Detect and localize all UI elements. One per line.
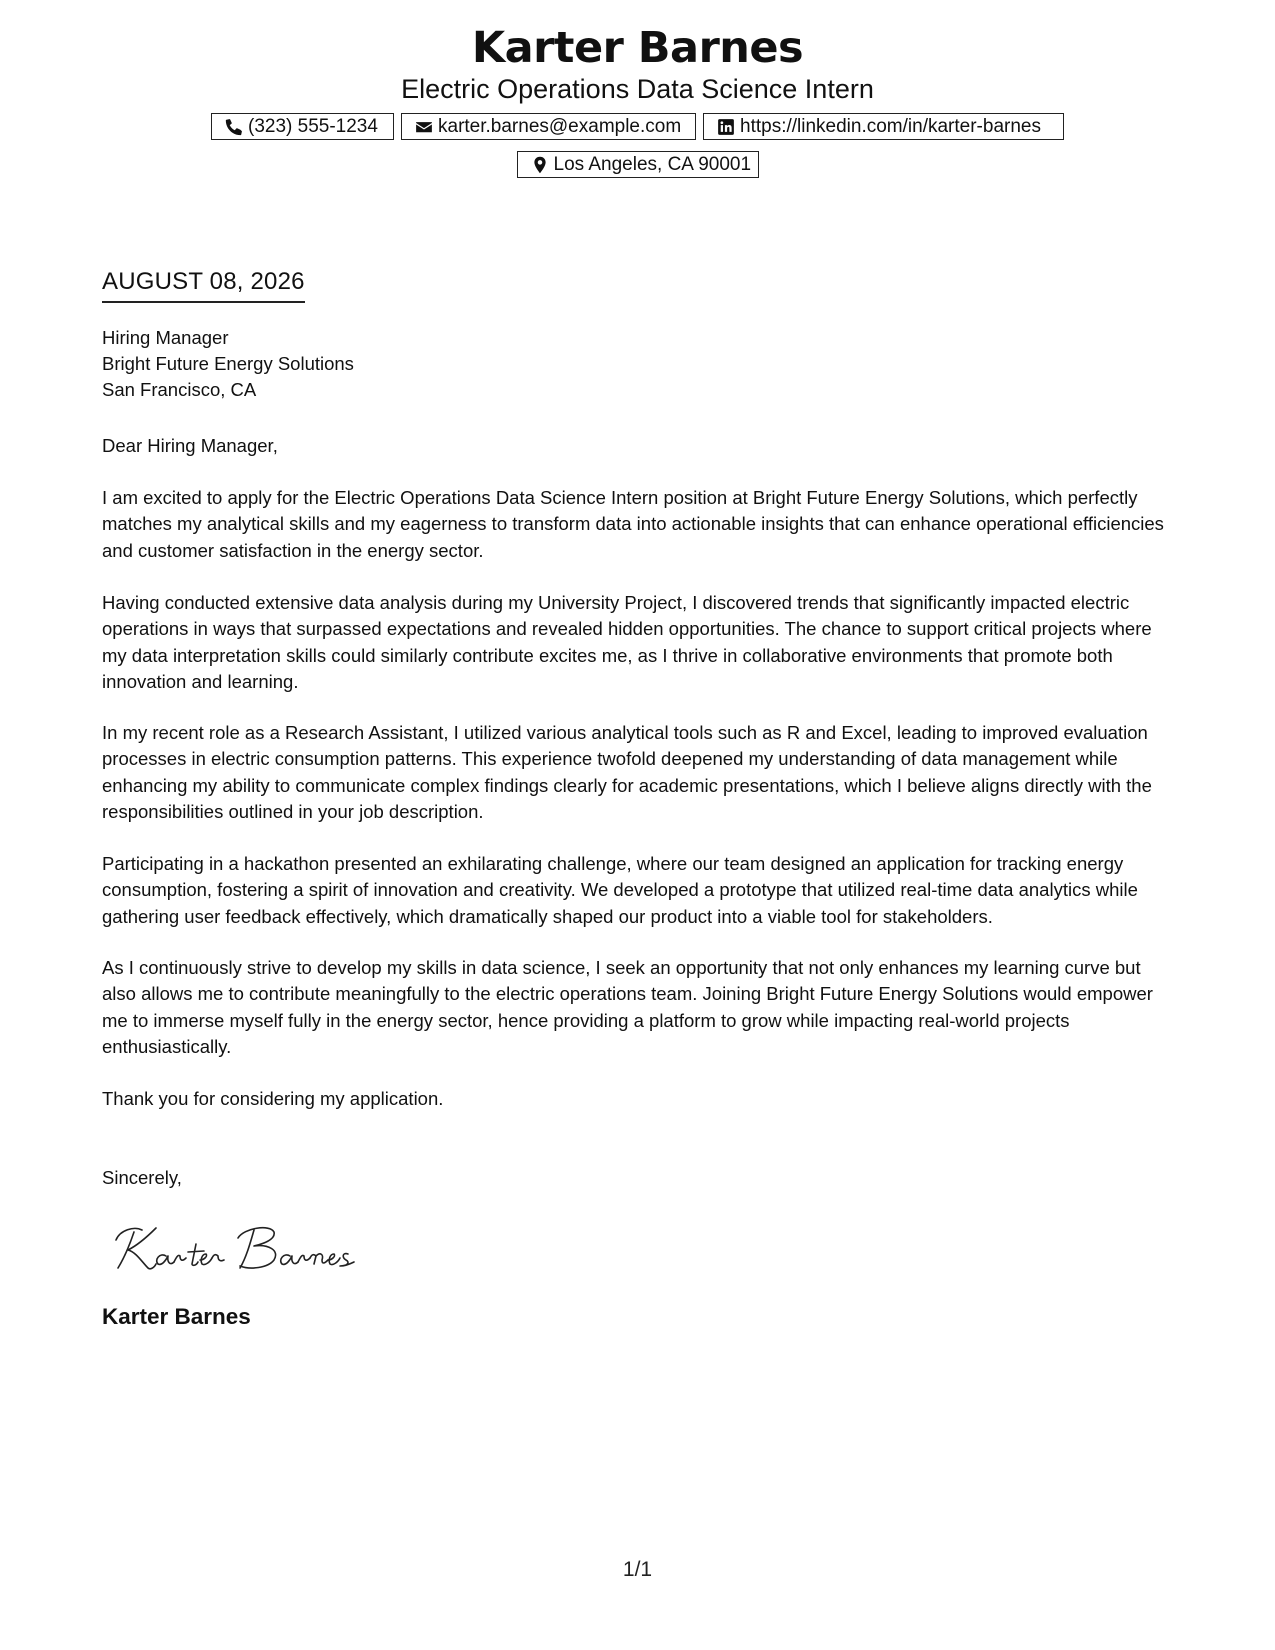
recipient-name: Hiring Manager	[102, 327, 229, 348]
body-paragraph: As I continuously strive to develop my skills in data science, I seek an opportunity that not only enhances my learning curve but also allows me to contribute meaningfully to the electric operations team. Joining Bright Future Energy Solutions would empower me to immerse myself fully in the energy sector, hence providing a platform to grow while impacting real-world projects enthusiastically.	[102, 957, 1153, 1057]
contact-row-location	[0, 151, 1275, 178]
signer-name: Karter Barnes	[102, 1304, 251, 1329]
contact-row	[0, 113, 1275, 140]
body-paragraph: Having conducted extensive data analysis during my University Project, I discovered trends that significantly impacted electric operations in ways that surpassed expectations and revealed hidden opportunities. The chance to support critical projects where my data interpretation skills could similarly contribute excites me, as I thrive in collaborative environments that promote both innovation and learning.	[102, 592, 1152, 692]
salutation: Dear Hiring Manager,	[102, 435, 278, 456]
map-pin-icon	[531, 156, 549, 174]
envelope-icon	[415, 118, 433, 136]
phone-chip[interactable]	[211, 113, 394, 140]
closing-line: Thank you for considering my application.	[102, 1088, 444, 1109]
email-text: karter.barnes@example.com	[438, 115, 682, 137]
linkedin-chip[interactable]	[703, 113, 1064, 140]
page-number: 1/1	[622, 1558, 653, 1581]
linkedin-text: https://linkedin.com/in/karter-barnes	[740, 115, 1041, 137]
handwritten-signature	[112, 1218, 357, 1278]
signoff: Sincerely,	[102, 1167, 182, 1188]
recipient-location: San Francisco, CA	[102, 379, 257, 400]
recipient-company: Bright Future Energy Solutions	[102, 353, 354, 374]
body-paragraph: I am excited to apply for the Electric Operations Data Science Intern position at Bright Future Energy Solutions, which perfectly matches my analytical skills and my eagerness to transform data into actionable insights that can enhance operational efficiencies and customer satisfaction in the energy sector.	[102, 487, 1164, 561]
phone-text: (323) 555-1234	[248, 115, 378, 137]
linkedin-icon	[717, 118, 735, 136]
phone-icon	[225, 118, 243, 136]
body-paragraph: In my recent role as a Research Assistant, I utilized various analytical tools such as R and Excel, leading to improved evaluation processes in electric consumption patterns. This experience twofold deepened my understanding of data management while enhancing my ability to communicate complex findings clearly for academic presentations, which I believe aligns directly with the responsibilities outlined in your job description.	[102, 722, 1152, 822]
letter-date: AUGUST 08, 2026	[102, 266, 305, 303]
recipient-block	[102, 325, 354, 403]
body-paragraph: Participating in a hackathon presented an exhilarating challenge, where our team designed an application for tracking energy consumption, fostering a spirit of innovation and creativity. We developed a prototype that utilized real-time data analytics while gathering user feedback effectively, which dramatically shaped our product into a viable tool for stakeholders.	[102, 853, 1138, 927]
candidate-name: Karter Barnes	[471, 23, 804, 73]
location-chip[interactable]	[517, 151, 759, 178]
location-text: Los Angeles, CA 90001	[553, 153, 752, 175]
email-chip[interactable]	[401, 113, 696, 140]
job-title: Electric Operations Data Science Intern	[401, 74, 874, 104]
